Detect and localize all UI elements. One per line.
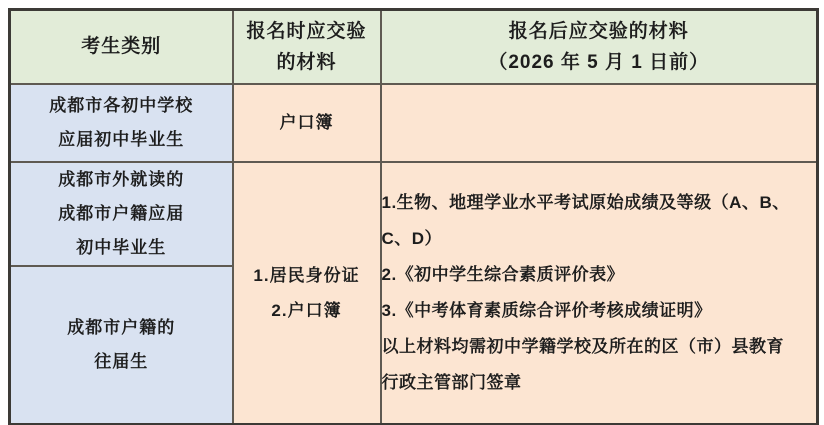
category-local-graduates-line-2: 应届初中毕业生 [58,129,185,149]
after-registration-note-line-2: 行政主管部门签章 [381,372,522,392]
header-at-registration-line-2: 的材料 [276,51,337,73]
cell-category-former-students [10,266,233,425]
registration-materials-table [8,8,819,425]
category-outside-graduates-line-1: 成都市外就读的 [58,169,185,189]
row-outside-graduates [10,162,818,266]
after-registration-item-3: 3.《中考体育素质综合评价考核成绩证明》 [381,300,712,320]
category-former-students-line-1: 成都市户籍的 [67,317,176,337]
after-registration-item-2: 2.《初中学生综合素质评价表》 [381,264,625,284]
after-registration-note-line-1: 以上材料均需初中学籍学校及所在的区（市）县教育 [381,336,784,356]
cell-at-registration-local-graduates [233,84,381,162]
row-local-graduates [10,84,818,162]
header-materials-after-registration [381,10,818,84]
at-registration-local-graduates-label: 户口簿 [279,113,334,132]
category-outside-graduates-line-3: 初中毕业生 [76,237,167,257]
cell-category-local-graduates [10,84,233,162]
header-after-registration-line-1: 报名后应交验的材料 [508,20,689,42]
header-at-registration-line-1: 报名时应交验 [246,20,367,42]
header-after-registration-line-2: （2026 年 5 月 1 日前） [488,51,710,73]
header-materials-at-registration [233,10,381,84]
cell-after-registration-merged [381,162,818,425]
header-candidate-category-label: 考生类别 [81,36,162,58]
cell-after-registration-local-graduates-empty [381,84,818,162]
header-row [10,10,818,84]
category-former-students-line-2: 往届生 [94,351,149,371]
cell-category-outside-graduates [10,162,233,266]
after-registration-item-1-line-1: 1.生物、地理学业水平考试原始成绩及等级（A、B、 [381,192,790,212]
at-registration-merged-item-1: 1.居民身份证 [253,265,360,285]
cell-at-registration-merged [233,162,381,425]
category-outside-graduates-line-2: 成都市户籍应届 [58,203,185,223]
category-local-graduates-line-1: 成都市各初中学校 [49,95,194,115]
header-candidate-category [10,10,233,84]
after-registration-item-1-line-2: C、D） [381,228,443,248]
at-registration-merged-item-2: 2.户口簿 [271,300,342,320]
